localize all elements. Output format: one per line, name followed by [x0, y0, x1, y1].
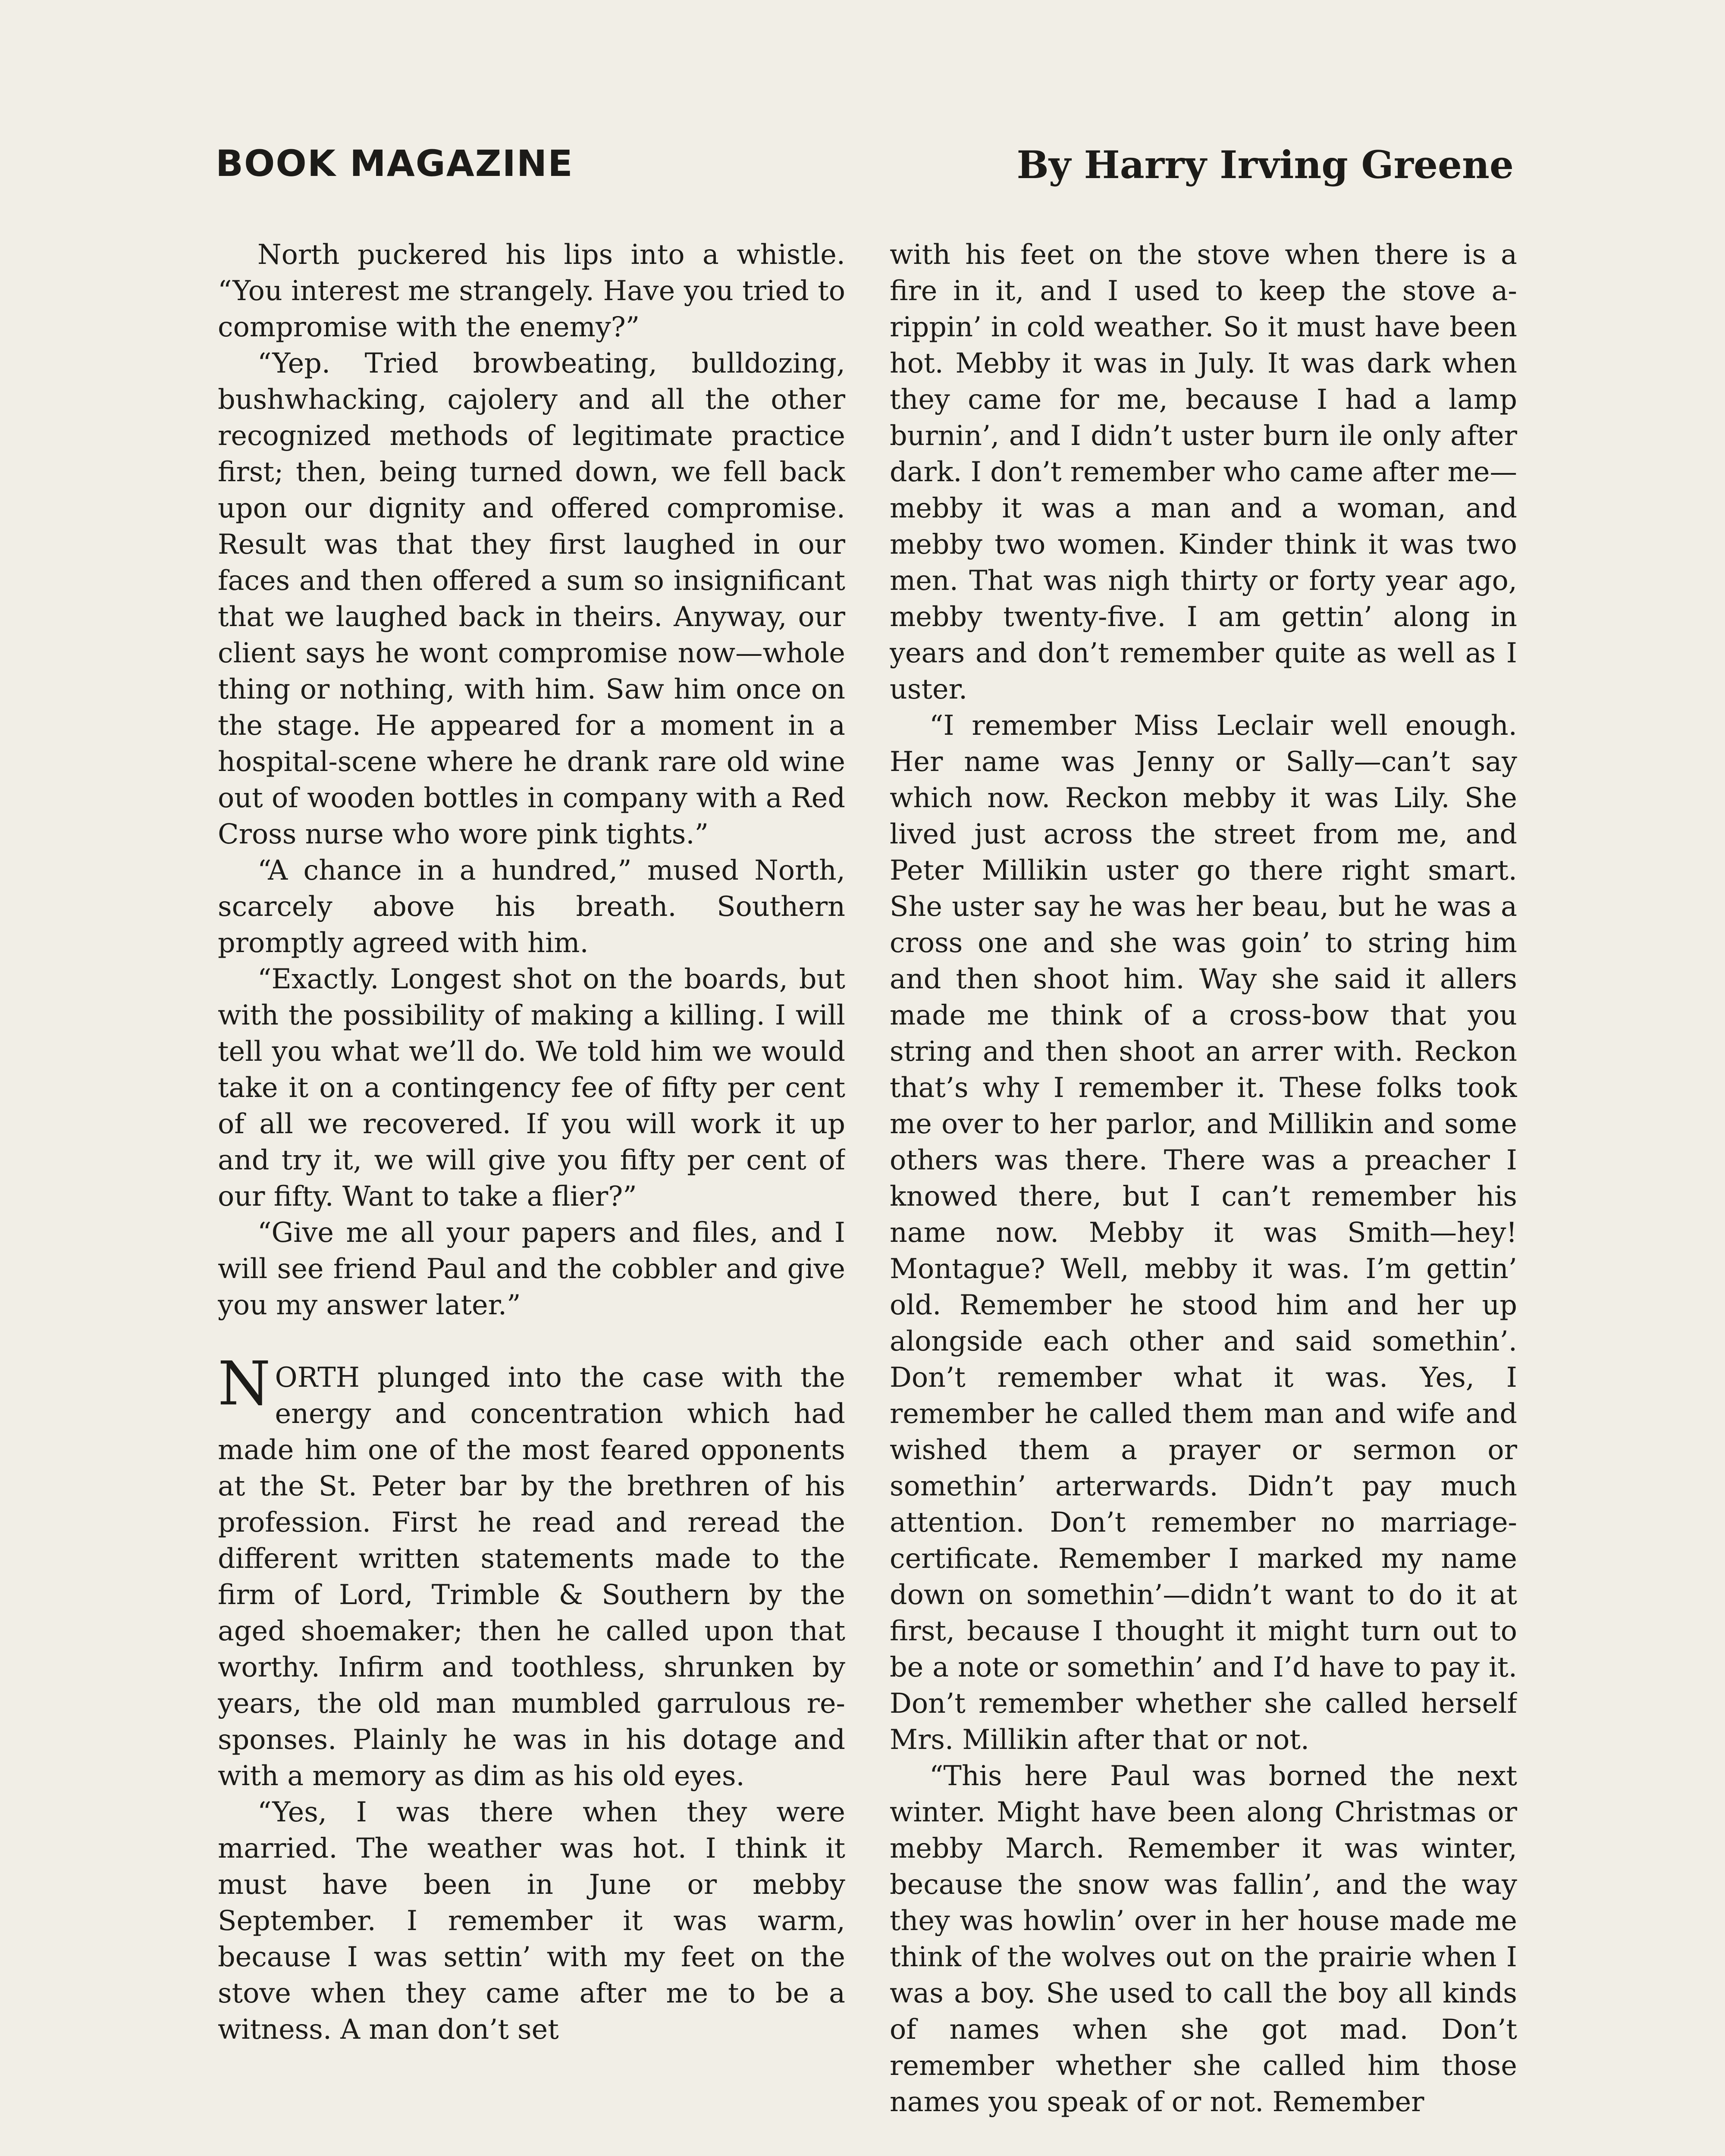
- paragraph: “A chance in a hundred,” mused North, scarcely above his breath. Southern promptly agreed with him.: [218, 854, 845, 959]
- section-opening-paragraph: [218, 1349, 845, 1794]
- paragraph: “I remember Miss Leclair well enough. Her name was Jenny or Sally—can’t say which now. Reckon mebby it was Lily. She lived just across the street from me, and Peter Millikin uster go there right smart. She uster say he was her beau, but he was a cross one and she was goin’ to string him and then shoot him. Way she said it allers made me think of a cross-bow that you string and then shoot an arrer with. Reckon that’s why I remember it. These folks took me over to her parlor, and Millikin and some others was there. There was a preacher I knowed there, but I can’t remember his name now. Mebby it was Smith—hey! Montague? Well, mebby it was. I’m gettin’ old. Remember he stood him and her up alongside each other and said somethin’. Don’t remember what it was. Yes, I remember he called them man and wife and wished them a prayer or sermon or somethin’ arterwards. Didn’t pay much attention. Don’t remember no marriage-certificate. Remember I marked my name down on somethin’—didn’t want to do it at first, because I thought it might turn out to be a note or somethin’ and I’d have to pay it. Don’t remember whether she called herself Mrs. Millikin after that or not.: [890, 709, 1517, 1755]
- paragraph: North puckered his lips into a whistle. “You interest me strangely. Have you tried to compromise with the enemy?”: [218, 238, 845, 343]
- running-head: [216, 142, 1514, 203]
- paragraph: “Yes, I was there when they were married. The weather was hot. I think it must have been in June or mebby September. I remember it was warm, because I was settin’ with my feet on the stove when they came after me to be a witness. A man don’t set: [218, 1796, 845, 2045]
- right-column: [890, 236, 1517, 2156]
- paragraph: “Exactly. Longest shot on the boards, but with the possibility of making a killing. I will tell you what we’ll do. We told him we would take it on a contingency fee of fifty per cent of all we recovered. If you will work it up and try it, we will give you fifty per cent of our fifty. Want to take a flier?”: [218, 963, 845, 1212]
- paragraph: with his feet on the stove when there is a fire in it, and I used to keep the stove a-rippin’ in cold weather. So it must have been hot. Mebby it was in July. It was dark when they came for me, because I had a lamp burnin’, and I didn’t uster burn ile only after dark. I don’t remember who came after me—mebby it was a man and a woman, and mebby two women. Kinder think it was two men. That was nigh thirty or forty year ago, mebby twenty-five. I am gettin’ along in years and don’t remember quite as well as I uster.: [890, 238, 1517, 705]
- section-break: [218, 1323, 845, 1359]
- paragraph: “This here Paul was borned the next winter. Might have been along Christmas or mebby March. Remember it was winter, because the snow was fallin’, and the way they was howlin’ over in her house made me think of the wolves out on the prairie when I was a boy. She used to call the boy all kinds of names when she got mad. Don’t remember whether she called him those names you speak of or not. Remember: [890, 1760, 1517, 2118]
- author-byline: By Harry Irving Greene: [1016, 142, 1514, 187]
- left-column: [218, 236, 845, 2156]
- paragraph: “Yep. Tried browbeating, bulldozing, bushwhacking, cajolery and all the other recognized methods of legitimate practice first; then, being turned down, we fell back upon our dignity and offered compromise. Result was that they first laughed in our faces and then offered a sum so insignificant that we laughed back in theirs. Anyway, our client says he wont compromise now—whole thing or nothing, with him. Saw him once on the stage. He appeared for a moment in a hospital-scene where he drank rare old wine out of wooden bottles in company with a Red Cross nurse who wore pink tights.”: [218, 347, 845, 850]
- paragraph: “Give me all your papers and files, and I will see friend Paul and the cobbler and give you my answer later.”: [218, 1216, 845, 1321]
- paragraph-text: ORTH plunged into the case with the energy and concentration which had made him one of the most feared opponents at the St. Peter bar by the brethren of his profession. First he read and reread the different written statements made to the firm of Lord, Trimble & Southern by the aged shoemaker; then he called upon that worthy. Infirm and toothless, shrunken by years, the old man mumbled garrulous responses. Plainly he was in his dotage and with a memory as dim as his old eyes.: [218, 1361, 845, 1792]
- magazine-title: BOOK MAGAZINE: [216, 142, 574, 185]
- drop-cap: N: [218, 1349, 271, 1419]
